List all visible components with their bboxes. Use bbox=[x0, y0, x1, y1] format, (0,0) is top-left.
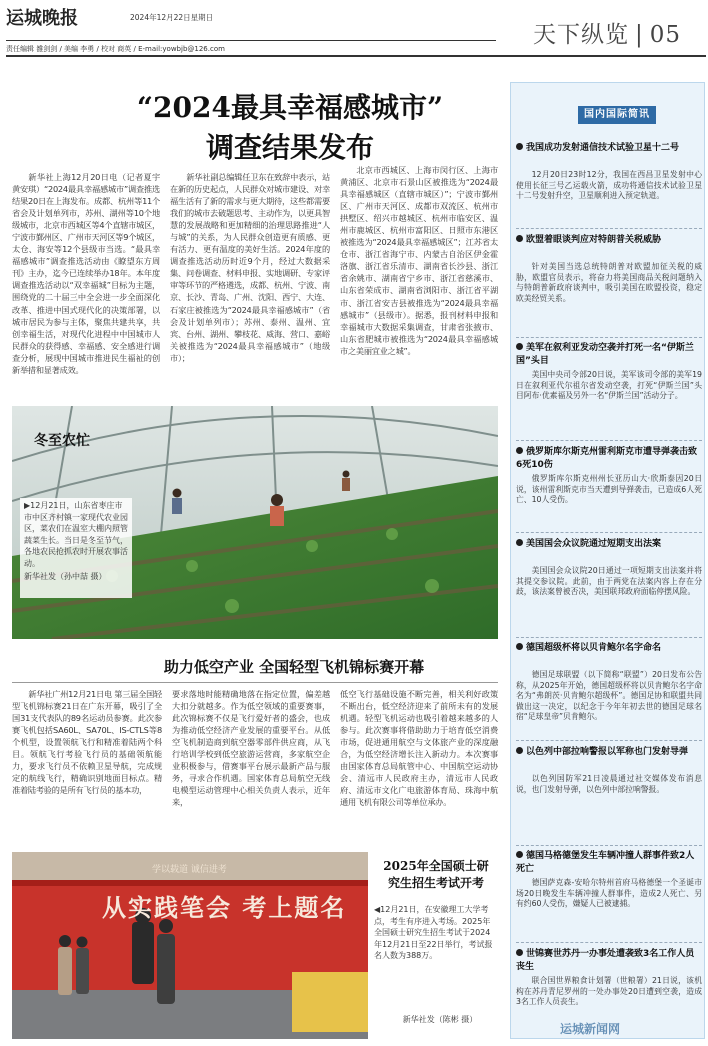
bullet-icon bbox=[516, 949, 523, 956]
photo2-caption: ◀12月21日，在安徽理工大学考点，考生有序进入考场。2025年全国硕士研究生招生考试于2024年12月21日至22日举行，考试报名人数为388万。 bbox=[374, 905, 493, 960]
brief-body: 德国足球联盟（以下简称“联盟”）20日发布公告称，从2025年开始，德国超级杯将以贝肯鲍尔名字命名为“弗朗茨·贝肯鲍尔超级杯”。德国足协和联盟共同做出这一决定，以纪念于今年年初去世的德国足球名宿“足球皇帝”贝肯鲍尔。 bbox=[516, 670, 702, 722]
brief-body: 德国萨克森-安哈尔特州首府马格德堡一个圣诞市场20日晚发生车辆冲撞人群事件，造成2人死亡、另有约60人受伤，嫌疑人已被逮捕。 bbox=[516, 878, 702, 909]
article2-headline: 助力低空产业 全国轻型飞机锦标赛开幕 bbox=[163, 658, 425, 676]
article2-rule bbox=[12, 682, 498, 683]
brief-body: 针对美国当选总统特朗普对欧盟加征关税的威胁，欧盟官员表示，将奋力将美国商品关税问题纳入与特朗普新政府谈判中，吸引美国在欧盟投资，稳定欧美经贸关系。 bbox=[516, 262, 702, 303]
brief-body: 美国国会众议院20日通过一项短期支出法案并将其提交参议院。此前，由于两党在法案内容上存在分歧，该法案曾被否决，美国联邦政府面临停摆风险。 bbox=[516, 566, 702, 597]
brief-title: 以色列中部拉响警报以军称也门发射导弹 bbox=[516, 746, 702, 759]
brief-title: 我国成功发射通信技术试验卫星十二号 bbox=[516, 142, 702, 155]
brief-separator bbox=[516, 337, 702, 338]
sidebar-header: 国内国际简讯 bbox=[578, 106, 656, 124]
photo1-credit: 新华社发（孙中喆 摄） bbox=[24, 572, 107, 581]
bullet-icon bbox=[516, 343, 523, 350]
photo2-title: 2025年全国硕士研 究生招生考试开考 bbox=[383, 859, 489, 890]
photo2-credit: 新华社发（陈彬 摄） bbox=[402, 1015, 478, 1024]
brief-title: 德国马格德堡发生车辆冲撞人群事件致2人死亡 bbox=[516, 851, 695, 874]
brief-title: 世锦赛世苏丹一办事处遭袭致3名工作人员丧生 bbox=[516, 949, 695, 972]
editor-credits: 责任编辑 雒剑剑 / 美编 李勇 / 校对 商英 / E-mail:yowbjb@126.com bbox=[6, 45, 225, 53]
brief-separator bbox=[516, 740, 702, 741]
brief-body: 美国中央司令部20日说，美军该司令部的美军19日在叙利亚代尔祖尔省发动空袭，打死“伊斯兰国”头目阿布·优素福及另外一名“伊斯兰国”活动分子。 bbox=[516, 370, 702, 401]
bullet-icon bbox=[516, 235, 523, 242]
brief-title: 美国国会众议院通过短期支出法案 bbox=[516, 538, 702, 551]
bullet-icon bbox=[516, 747, 523, 754]
article2-col1: 新华社广州12月21日电 第三届全国轻型飞机锦标赛21日在广东开幕，吸引了全国31支代表队的89名运动员参赛。此次参赛飞机包括SA60L、SA70L、IS-CTLS等8个机型，设置领航飞行和精准着陆两个科目。领航飞行考验飞行员的基础领航能力，要求飞行员不依赖卫星导航，完成规定的航线飞行，精确识别地面目标点。精准着陆考验的是所有飞行员的基本功， bbox=[12, 689, 162, 796]
bullet-icon bbox=[516, 643, 523, 650]
brief-separator bbox=[516, 440, 702, 441]
brief-body: 12月20日23时12分，我国在西昌卫星发射中心使用长征三号乙运载火箭，成功将通信技术试验卫星十二号发射升空，卫星顺利进入预定轨道。 bbox=[516, 170, 702, 201]
photo1-caption: ▶12月21日，山东省枣庄市市中区齐村镇一家现代农业园区，菜农们在温室大棚内照管蔬菜生长。当日是冬至节气，各地农民抢抓农时开展农事活动。 bbox=[24, 501, 128, 568]
article2-col2: 要求落地时能精确地落在指定位置，偏差越大扣分就越多。作为低空领域的重要赛事，此次锦标赛不仅是飞行爱好者的盛会，也成为推动低空经济产业发展的重要平台。从低空飞机制造商到航空器零部件供应商，从飞行培训学校到低空旅游运营商，多家航空企业积极参与，借赛事平台展示最新产品与服务，寻求合作机遇。国家体育总局航空无线电模型运动管理中心相关负责人表示，近年来， bbox=[172, 689, 330, 808]
article2-col3: 低空飞行基础设施不断完善，相关利好政策不断出台，低空经济迎来了前所未有的发展机遇。轻型飞机运动也吸引着越来越多的人参与。此次赛事将借助助力于培育低空消费市场，促进通用航空与文体旅产业的深度融合，为低空经济增长注入新动力。本次赛事由国家体育总局航管中心、中国航空运动协会、清远市人民政府主办，清远市人民政府、清远市文化广电旅游体育局、珠海中航通用飞机有限公司等单位承办。 bbox=[340, 689, 498, 808]
photo1-title: 冬至农忙 bbox=[34, 433, 90, 449]
issue-date: 2024年12月22日星期日 bbox=[130, 13, 214, 22]
bullet-icon bbox=[516, 539, 523, 546]
main-article-col3: 北京市西城区、上海市闵行区、上海市黄浦区、北京市石景山区被推选为“2024最具幸福感城区（直辖市城区）”；宁波市鄞州区、广州市天河区、成都市双流区、杭州市拱墅区、绍兴市越城区、杭州市临安区、温州市鹿城区、杭州市富阳区、日照市东港区被推选为“2024最具幸福感城区”；江苏省太仓市、浙江省海宁市、内蒙古自治区伊金霍洛旗、浙江省乐清市、湖南省长沙县、浙江省余姚市、湖南省宁乡市、浙江省慈溪市、山东省荣成市、湖南省浏阳市、浙江省平湖市、浙江省安吉县被推选为“2024最具幸福感城市”（县级市）。据悉，报刊材料申报和幸福城市大数据采集调查，甘肃省张掖市、山东省肥城市被推选为“2024最具幸福感城市之美丽宜业之城”。 bbox=[340, 165, 498, 356]
watermark: 运城新闻网 bbox=[560, 1022, 621, 1036]
brief-title: 美军在叙利亚发动空袭并打死一名“伊斯兰国”头目 bbox=[516, 343, 694, 366]
brief-title: 欧盟着眼谈判应对特朗普关税威胁 bbox=[516, 234, 702, 247]
section-title: 天下纵览 | 05 bbox=[533, 22, 682, 48]
exam-banner-text: 从实践笔会 考上题名 bbox=[102, 893, 347, 922]
header-rule-bottom bbox=[6, 55, 706, 57]
exam-banner-sign: 学以载道 诚信进考 bbox=[152, 865, 227, 875]
exam-illustration bbox=[12, 852, 368, 1039]
bullet-icon bbox=[516, 143, 523, 150]
brief-body: 俄罗斯库尔斯克州州长亚历山大·欣斯泰因20日说，该州雷利斯克市当天遭到导弹袭击，已造成6人死亡、10人受伤。 bbox=[516, 474, 702, 505]
greenhouse-photo bbox=[12, 406, 498, 639]
brief-separator bbox=[516, 532, 702, 533]
newspaper-logo: 运城晚报 bbox=[6, 8, 78, 29]
brief-body: 联合国世界粮食计划署（世粮署）21日说，该机构在苏丹青尼罗州的一处办事处20日遭到空袭，造成3名工作人员丧生。 bbox=[516, 976, 702, 1007]
exam-photo bbox=[12, 852, 368, 1039]
bullet-icon bbox=[516, 447, 523, 454]
main-headline: “2024最具幸福感城市” 调查结果发布 bbox=[136, 91, 444, 164]
brief-title: 俄罗斯库尔斯克州雷利斯克市遭导弹袭击致6死10伤 bbox=[516, 447, 698, 470]
photo1-caption-box bbox=[20, 498, 132, 598]
main-article-col2: 新华社副总编辑任卫东在致辞中表示，站在新的历史起点，人民群众对城市建设、对幸福生活有了新的需求与更大期待，这些都需要我们的城市去破题思考、主动作为，以更具智慧的发展战略和更加精细的治理思路推进“人与城”的关系，为人民群众创造更有质感、更有活力、更有温度的美好生活。2024年度的调查推选活动历时近9个月，经过大数据采集、问卷调查、材料申报、实地调研、专家评审等环节的严格遴选，成都、杭州、宁波、南京、长沙、青岛、广州、沈阳、西宁、大连、石家庄被推选为“2024最具幸福感城市”（省会及计划单列市）；苏州、泰州、温州、宜宾、台州、湖州、攀枝花、威海、营口、嘉峪关被推选为“2024最具幸福感城市”（地级市）； bbox=[170, 172, 330, 363]
brief-separator bbox=[516, 637, 702, 638]
brief-title: 德国超级杯将以贝肯鲍尔名字命名 bbox=[516, 642, 702, 655]
header-rule bbox=[6, 40, 496, 41]
brief-separator bbox=[516, 942, 702, 943]
brief-body: 以色列国防军21日凌晨通过社交媒体发布消息说，也门发射导弹，以色列中部拉响警报。 bbox=[516, 774, 702, 794]
bullet-icon bbox=[516, 851, 523, 858]
brief-separator bbox=[516, 845, 702, 846]
brief-separator bbox=[516, 228, 702, 229]
main-article-col1: 新华社上海12月20日电（记者夏宇 黄安琪）“2024最具幸福感城市”调查推选结果20日在上海发布。成都、杭州等11个省会及计划单列市，苏州、湖州等10个地级城市，北京市西城区等4个直辖市城区，宁波市鄞州区、广州市天河区等9个城区，太仓、海安等12个县级市当选。“最具幸福感城市”调查推选活动由《瞭望东方周刊》主办，迄今已连续举办18年。本年度调查推选活动以“双幸福城”目标为主题，围绕党的二十届三中全会进一步全面深化改革、推进中国式现代化的决策部署，以城市居民为参与主体，聚焦共建共享，共创幸福生活，对现代化进程中中国城市人民群众的获得感、幸福感、安全感进行调查分析，展现中国城市推进民生福祉的创新举措和显著成效。 bbox=[12, 172, 160, 375]
